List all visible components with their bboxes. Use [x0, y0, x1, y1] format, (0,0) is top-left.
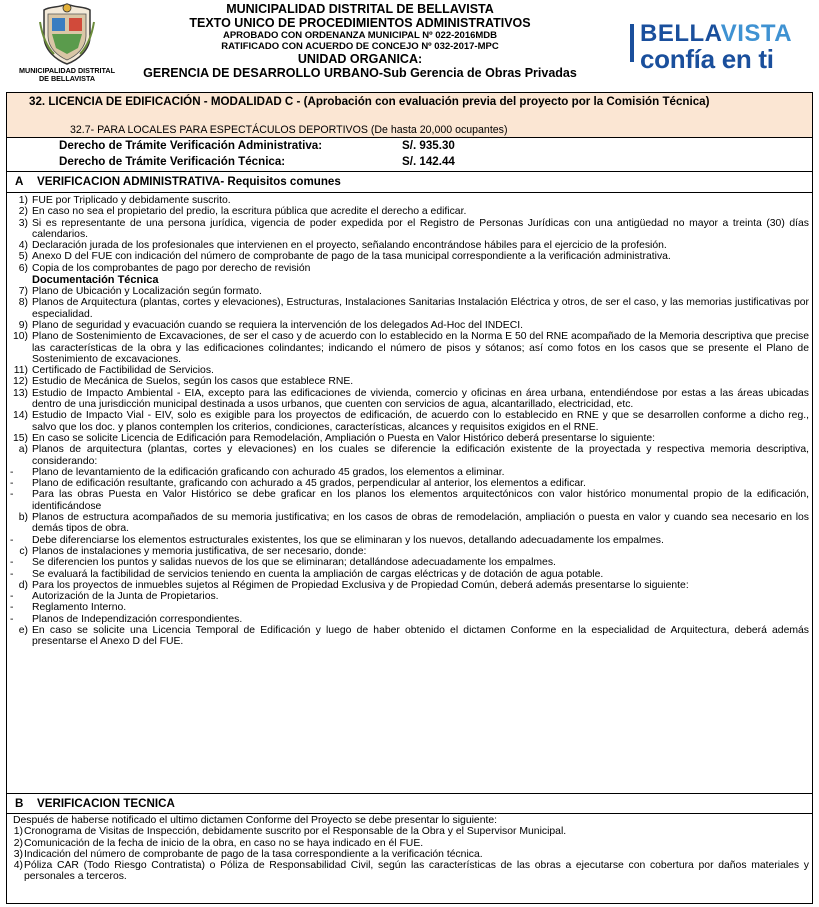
list-item [7, 838, 812, 849]
item-text: FUE por Triplicado y debidamente suscrito. [32, 195, 231, 206]
item-text: Plano de edificación resultante, graficando con achurado a 45 grados, perpendicular al anterior, los elementos a edificar. [32, 478, 586, 490]
item-marker: 4) [13, 860, 23, 872]
list-item [7, 826, 812, 837]
item-marker: - [10, 489, 14, 501]
fee-value: S/. 142.44 [402, 155, 455, 168]
section-b-list [7, 815, 812, 883]
item-text: Plano de seguridad y evacuación cuando se requiera la intervención de los delegados Ad-Hoc del INDECI. [32, 319, 523, 331]
item-text: En caso se solicite Licencia de Edificación para Remodelación, Ampliación o Puesta en Valor Histórico deberá presentarse lo siguiente: [32, 432, 656, 444]
list-item [7, 580, 812, 591]
list-item [7, 535, 812, 546]
list-item [7, 218, 812, 241]
fee-value: S/. 935.30 [402, 139, 455, 152]
bellavista-brand-logo [630, 20, 812, 76]
unit-label: UNIDAD ORGANICA: [297, 52, 423, 66]
item-text: Autorización de la Junta de Propietarios. [32, 591, 219, 603]
municipality-title: MUNICIPALIDAD DISTRITAL DE BELLAVISTA [226, 2, 494, 16]
item-text: Para los proyectos de inmuebles sujetos al Régimen de Propiedad Exclusiva y de Propiedad Común, deberá además presentarse lo siguiente: [32, 579, 689, 591]
list-item [7, 625, 812, 648]
list-item [7, 512, 812, 535]
brand-word-b: VISTA [720, 20, 793, 47]
item-marker: b) [18, 512, 28, 524]
section-letter: A [15, 175, 24, 188]
item-marker: 13) [12, 387, 28, 399]
document-header [0, 0, 819, 92]
fee-label: Derecho de Trámite Verificación Técnica: [59, 155, 286, 168]
item-marker: 2) [13, 837, 23, 849]
list-item [7, 263, 812, 274]
item-marker: 1) [13, 826, 23, 838]
list-item [7, 433, 812, 444]
item-text: Planos de Arquitectura (plantas, cortes y elevaciones), Estructuras, Instalaciones Sanitarias Instalación Eléctrica y otros, de ser el caso, y las memorias justificativas por especialidad. [32, 297, 809, 320]
list-item [7, 614, 812, 625]
municipal-crest [8, 2, 126, 90]
item-text: Anexo D del FUE con indicación del número de comprobante de pago de la tasa municipal correspondiente a la verificación administrativa. [32, 251, 671, 263]
section-letter: B [15, 797, 24, 810]
ordinance-line: APROBADO CON ORDENANZA MUNICIPAL Nº 022-2016MDB [222, 30, 498, 41]
item-marker: 10) [12, 331, 28, 343]
brand-slogan: confía en ti [640, 44, 774, 74]
item-marker: 15) [12, 432, 28, 444]
section-title: VERIFICACION TECNICA [37, 797, 175, 810]
logo-caption [8, 67, 126, 84]
list-item [7, 410, 812, 433]
list-item [7, 240, 812, 251]
procedure-table [6, 92, 813, 904]
item-marker: 12) [12, 376, 28, 388]
item-marker: 9) [18, 319, 28, 331]
item-text: Plano de levantamiento de la edificación graficando con achurado 45 grados, los elementos a eliminar. [32, 466, 505, 478]
item-text: En caso no sea el propietario del predio, la escritura pública que acredite el derecho a edificar. [32, 206, 467, 218]
list-item [7, 849, 812, 860]
item-text: Planos de estructura acompañados de su memoria justificativa; en los casos de obras de remodelación, ampliación o puesta en valor y cuando sea necesario en los demás tipos de obra. [32, 512, 809, 535]
item-marker: - [10, 613, 14, 625]
item-text: Estudio de Impacto Ambiental - EIA, excepto para las edificaciones de vivienda, comercio y oficinas en área urbana, entendiéndose por estas a las áreas ubicadas dentro de una jurisdicción municipal destinada a usos urbanos, que cuenten con servicios de agua, alcantarillado, electricidad, etc. [32, 387, 809, 411]
item-text: Estudio de Impacto Vial - EIV, solo es exigible para los proyectos de edificación, de acuerdo con lo establecido en RNE y que se desarrollen conforme a dicho reg., salvo que los doc. y planos contemplen los criterios, condiciones, características, alcances y requisitos exigidos en el RNE. [32, 410, 809, 433]
section-a-list [7, 195, 812, 648]
item-marker: c) [19, 545, 28, 557]
list-item [7, 206, 812, 217]
item-marker: a) [18, 444, 28, 456]
item-text: Indicación del número de comprobante de pago de la tasa correspondiente a la verificación técnica. [24, 848, 483, 860]
item-marker: - [10, 602, 14, 614]
item-text: Plano de Ubicación y Localización según formato. [32, 286, 262, 298]
list-item [7, 591, 812, 602]
list-item [7, 388, 812, 411]
fees-block [7, 138, 812, 172]
item-text: Planos de Independización correspondientes. [32, 613, 243, 625]
list-item [7, 569, 812, 580]
item-text: Copia de los comprobantes de pago por derecho de revisión [32, 262, 311, 274]
list-item [7, 546, 812, 557]
item-marker: 1) [18, 195, 28, 206]
logo-caption-line: DE BELLAVISTA [38, 74, 96, 84]
section-b-header [7, 793, 812, 814]
tupa-title: TEXTO UNICO DE PROCEDIMIENTOS ADMINISTRATIVOS [189, 16, 531, 30]
item-text: En caso se solicite una Licencia Temporal de Edificación y luego de haber obtenido el dictamen Conforme en la especialidad de Arquitectura, deberá además presentarse el Anexo D del FUE. [32, 624, 809, 648]
brand-word-a: BELLA [640, 20, 721, 47]
item-marker: - [10, 466, 14, 478]
item-text: Comunicación de la fecha de inicio de la obra, en caso no se haya indicado en él FUE. [24, 837, 424, 849]
item-marker: - [10, 591, 14, 603]
item-marker: e) [18, 624, 28, 636]
header-title-block [120, 2, 600, 80]
item-marker: 14) [12, 410, 28, 422]
list-item [7, 297, 812, 320]
list-item [7, 478, 812, 489]
ratification-line: RATIFICADO CON ACUERDO DE CONCEJO Nº 032-2017-MPC [221, 41, 499, 52]
license-title: 32. LICENCIA DE EDIFICACIÓN - MODALIDAD C - (Aprobación con evaluación previa del proyecto por la Comisión Técnica) [29, 95, 710, 108]
fee-label: Derecho de Trámite Verificación Administrativa: [59, 139, 323, 152]
item-text: Para las obras Puesta en Valor Histórico se debe graficar en los planos los elementos arquitectónicos con valor histórico monumental propio de la edificación, identificándose [32, 489, 809, 512]
list-item [7, 602, 812, 613]
technical-docs-heading: Documentación Técnica [32, 274, 159, 287]
section-b-intro: Después de haberse notificado el ultimo dictamen Conforme del Proyecto se debe presentar lo siguiente: [13, 815, 498, 826]
item-marker: d) [18, 579, 28, 591]
item-text: Planos de instalaciones y memoria justificativa, de ser necesario, donde: [32, 545, 367, 557]
item-text: Reglamento Interno. [32, 602, 127, 614]
logo-caption-line: MUNICIPALIDAD DISTRITAL [19, 66, 115, 75]
item-marker: - [10, 478, 14, 490]
section-a-header [7, 172, 812, 193]
list-item [7, 331, 812, 365]
license-subtitle: 32.7- PARA LOCALES PARA ESPECTÁCULOS DEPORTIVOS (De hasta 20,000 ocupantes) [70, 124, 508, 136]
license-box [7, 93, 812, 138]
crest-icon [38, 2, 96, 66]
item-text: Cronograma de Visitas de Inspección, debidamente suscrito por el Responsable de la Obra y el Supervisor Municipal. [24, 826, 567, 838]
item-text: Estudio de Mecánica de Suelos, según los casos que establece RNE. [32, 376, 354, 388]
item-marker: 8) [18, 297, 28, 309]
item-text: Planos de arquitectura (plantas, cortes y elevaciones) en los cuales se diferencie la edificación existente de la proyectada y respectiva memoria descriptiva, considerando: [32, 444, 809, 467]
item-text: Debe diferenciarse los elementos estructurales existentes, los que se eliminaran y los nuevos, detallando adecuadamente los empalmes. [32, 534, 664, 546]
item-text: Se diferencien los puntos y salidas nuevos de los que se eliminaran; detallándose adecuadamente los empalmes. [32, 557, 556, 569]
section-title: VERIFICACION ADMINISTRATIVA- Requisitos comunes [37, 175, 341, 188]
unit-name: GERENCIA DE DESARROLLO URBANO-Sub Gerencia de Obras Privadas [143, 66, 577, 80]
list-item [7, 251, 812, 262]
item-text: Plano de Sostenimiento de Excavaciones, de ser el caso y de acuerdo con lo establecido en la Norma E 50 del RNE acompañado de la Memoria descriptiva que precise las características de la obra y las edificaciones colindantes; indicando el número de pisos y sótanos; así como fotos en los casos que se presente el Plano de Sostenimiento de excavaciones. [32, 331, 809, 365]
item-text: Si es representante de una persona jurídica, vigencia de poder expedida por el Registro de Personas Jurídicas con una antigüedad no mayor a treinta (30) días calendarios. [32, 217, 809, 240]
item-marker: - [10, 568, 14, 580]
item-marker: 3) [13, 848, 23, 860]
item-marker: - [10, 557, 14, 569]
item-marker: - [10, 534, 14, 546]
list-item [7, 286, 812, 297]
list-item [7, 489, 812, 512]
brand-bar [630, 24, 634, 62]
item-text: Póliza CAR (Todo Riesgo Contratista) o Póliza de Responsabilidad Civil, según las características de las obras a ejecutarse con cobertura por daños materiales y personales a terceros. [24, 860, 809, 883]
item-marker: 5) [18, 251, 28, 263]
list-item [7, 195, 812, 206]
item-marker: 7) [18, 286, 28, 298]
item-text: Declaración jurada de los profesionales que intervienen en el proyecto, señalando encontrándose hábiles para el ejercicio de la profesión. [32, 240, 667, 252]
item-marker: 6) [18, 262, 28, 274]
list-item [7, 557, 812, 568]
item-text: Se evaluará la factibilidad de servicios teniendo en cuenta la ampliación de cargas eléctricas y de dotación de agua potable. [32, 568, 604, 580]
list-item [7, 365, 812, 376]
item-marker: 2) [18, 206, 28, 218]
list-item [7, 376, 812, 387]
list-item [7, 320, 812, 331]
list-item [7, 860, 812, 883]
item-text: Certificado de Factibilidad de Servicios. [32, 365, 214, 377]
item-marker: 3) [18, 217, 28, 229]
list-item [7, 467, 812, 478]
item-marker: 11) [13, 365, 28, 377]
item-marker: 4) [18, 240, 28, 252]
list-item [7, 444, 812, 467]
